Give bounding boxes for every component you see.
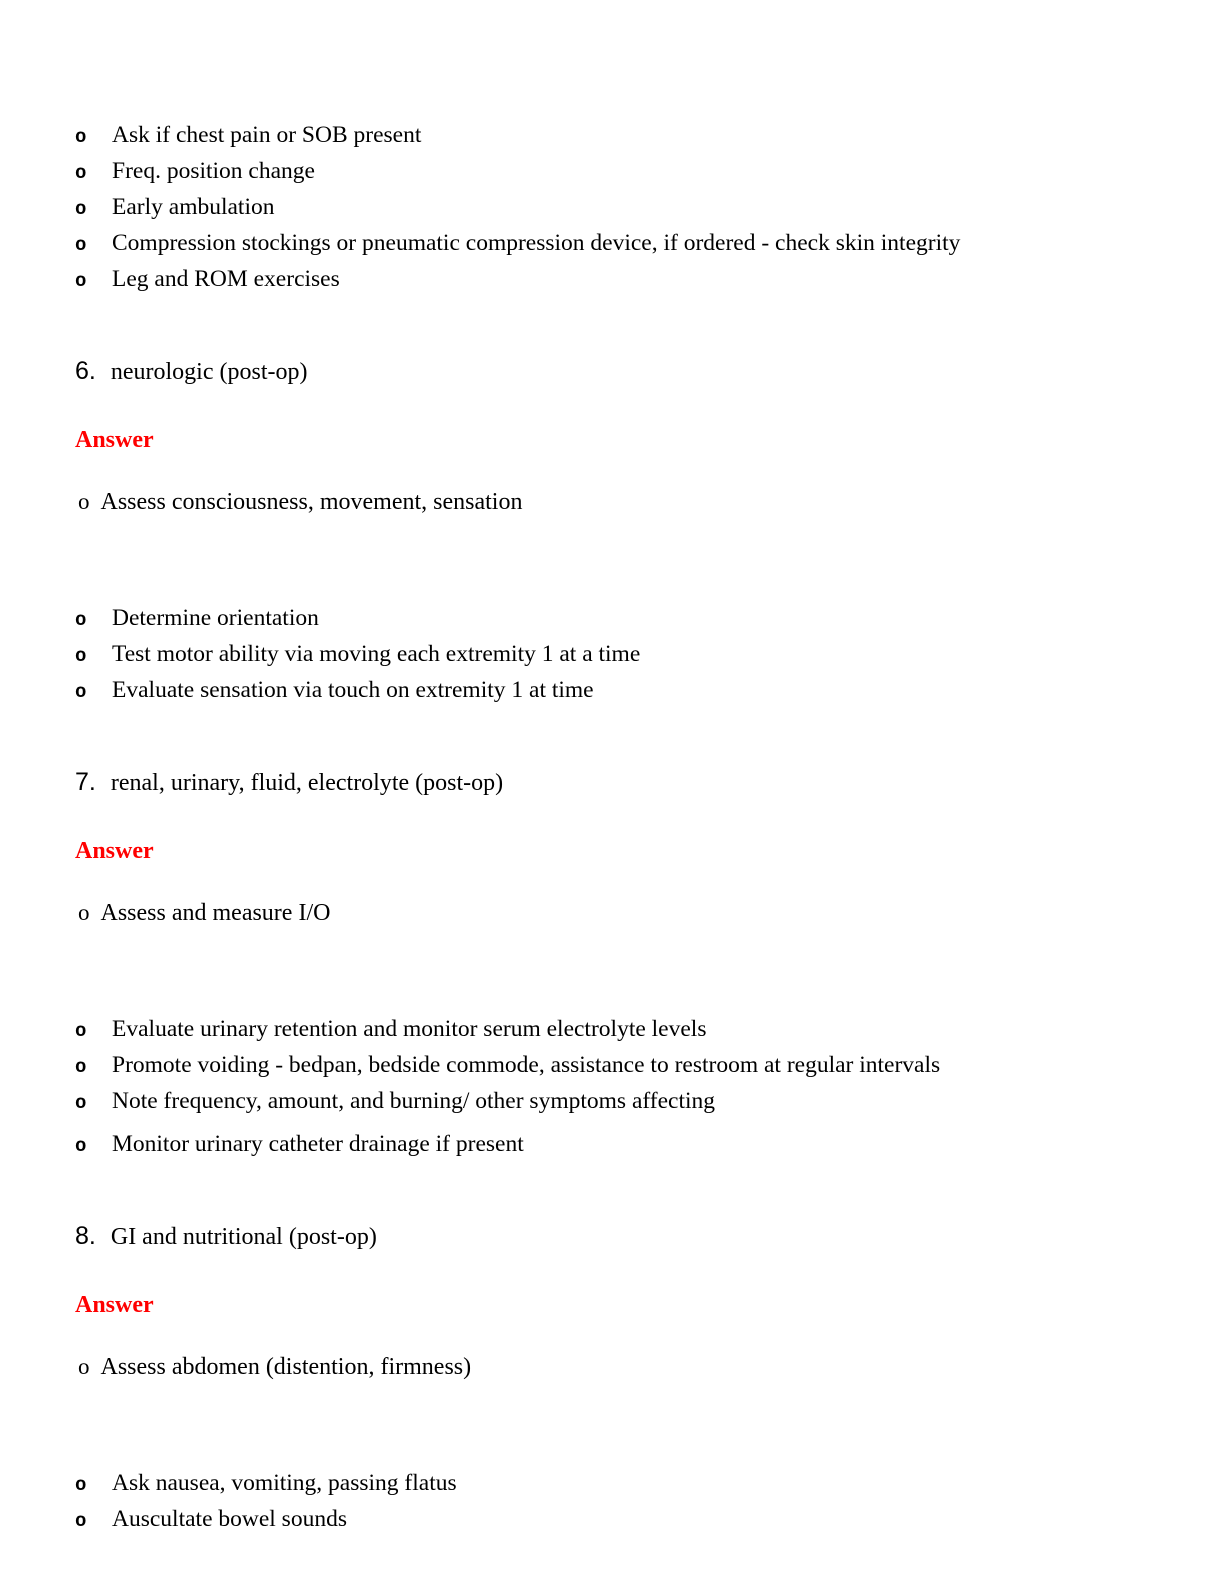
answer-label: Answer [75,838,154,864]
bullet-icon: o [75,645,87,667]
list-item [75,1048,1154,1084]
list-item [75,1466,1154,1502]
bullet-text: Test motor ability via moving each extremity 1 at a time [112,641,641,667]
bullet-icon: o [75,234,87,256]
question-number: 6. [75,357,96,385]
bullet-text: Evaluate sensation via touch on extremity 1 at time [112,677,594,703]
bullet-icon: o [75,126,87,148]
answer-label: Answer [75,1292,154,1318]
bullet-icon: o [75,1135,87,1157]
bullet-text: Freq. position change [112,158,315,184]
list-item [75,118,1154,154]
question-heading [75,1219,1154,1254]
list-item [75,601,1154,637]
bullet-list-q7 [75,1012,1154,1163]
bullet-text: Leg and ROM exercises [112,266,340,292]
question-number: 8. [75,1222,96,1250]
bullet-icon: o [75,1020,87,1042]
list-item [75,637,1154,673]
question-title: renal, urinary, fluid, electrolyte (post-op) [110,770,504,796]
bullet-text: Auscultate bowel sounds [112,1506,347,1532]
bullet-text: Note frequency, amount, and burning/ other symptoms affecting [112,1088,716,1114]
list-item [75,154,1154,190]
bullet-icon: o [75,609,87,631]
list-item [75,1084,1154,1120]
bullet-text: Ask if chest pain or SOB present [112,122,422,148]
bullet-text: Compression stockings or pneumatic compression device, if ordered - check skin integrity [112,230,961,256]
bullet-text: Early ambulation [112,194,275,220]
list-item [75,262,1154,298]
answer-line [75,1352,1154,1382]
list-item [75,1502,1154,1538]
answer-text: Assess and measure I/O [100,900,331,926]
answer-label: Answer [75,427,154,453]
question-title: GI and nutritional (post-op) [110,1224,377,1250]
bullet-list-q8 [75,1466,1154,1538]
answer-bullet-icon: o [78,489,90,514]
bullet-text: Monitor urinary catheter drainage if present [112,1131,524,1157]
bullet-text: Determine orientation [112,605,319,631]
answer-text: Assess abdomen (distention, firmness) [100,1354,472,1380]
answer-line [75,487,1154,517]
bullet-text: Promote voiding - bedpan, bedside commode, assistance to restroom at regular intervals [112,1052,941,1078]
list-item [75,673,1154,709]
list-item [75,1012,1154,1048]
bullet-list-q6 [75,601,1154,709]
bullet-icon: o [75,1092,87,1114]
question-heading [75,354,1154,389]
bullet-icon: o [75,162,87,184]
bullet-icon: o [75,198,87,220]
list-item [75,190,1154,226]
answer-bullet-icon: o [78,1354,90,1379]
bullet-text: Evaluate urinary retention and monitor serum electrolyte levels [112,1016,707,1042]
answer-line [75,898,1154,928]
bullet-list-top [75,118,1154,298]
question-heading [75,765,1154,800]
bullet-text: Ask nausea, vomiting, passing flatus [112,1470,457,1496]
bullet-icon: o [75,1474,87,1496]
list-item [75,1127,1154,1163]
bullet-icon: o [75,681,87,703]
question-title: neurologic (post-op) [110,359,308,385]
bullet-icon: o [75,270,87,292]
bullet-icon: o [75,1056,87,1078]
answer-bullet-icon: o [78,900,90,925]
question-number: 7. [75,768,96,796]
bullet-icon: o [75,1510,87,1532]
answer-text: Assess consciousness, movement, sensation [100,489,523,515]
list-item [75,226,1154,262]
